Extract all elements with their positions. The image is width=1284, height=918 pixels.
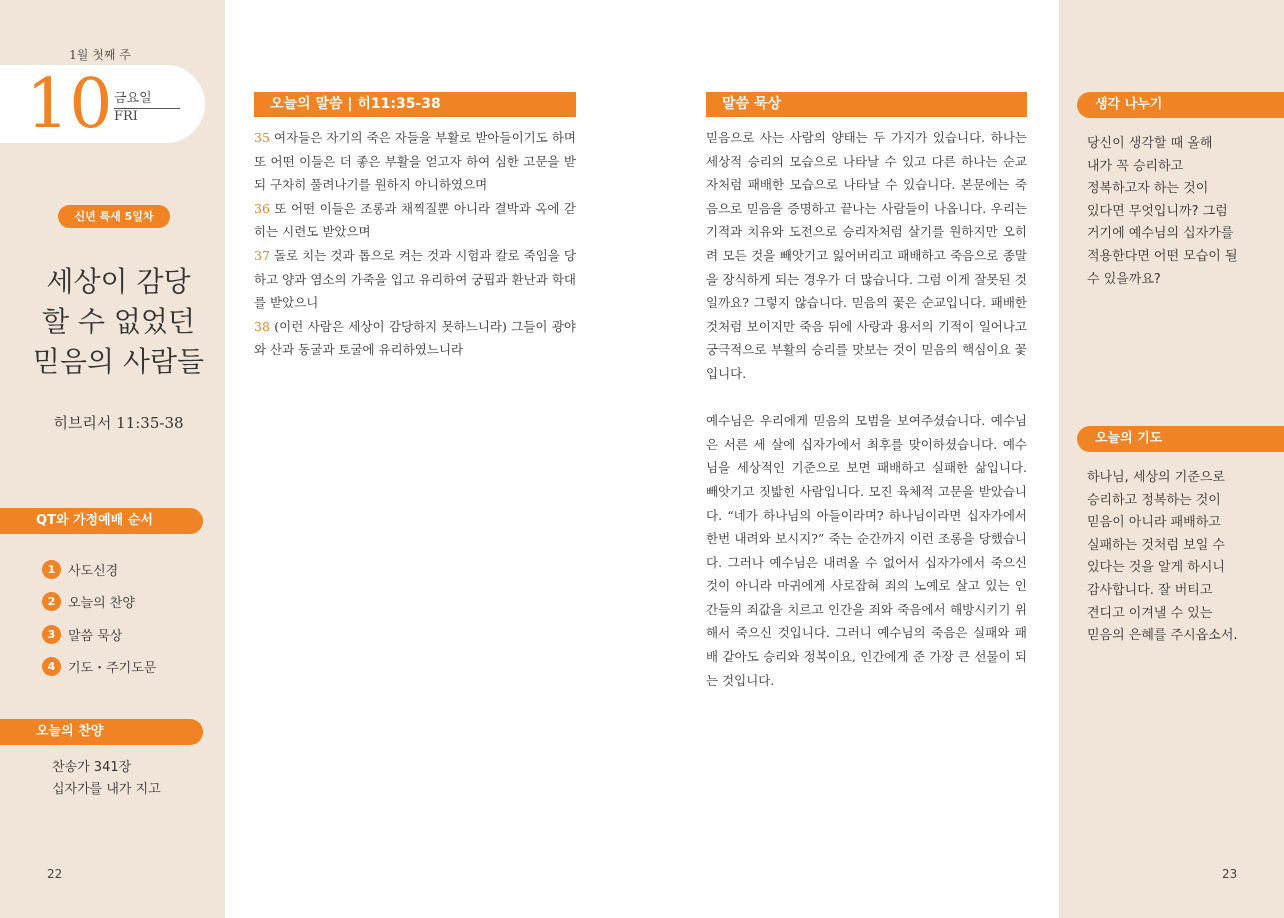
share-line: 거기에 예수님의 십자가를 bbox=[1087, 226, 1234, 242]
order-item-label: 말씀 묵상 bbox=[68, 628, 123, 644]
week-label: 1월 첫째 주 bbox=[69, 48, 131, 62]
title-line: 세상이 감당 bbox=[46, 265, 191, 298]
share-line: 내가 꼭 승리하고 bbox=[1087, 158, 1184, 174]
verse-number: 38 bbox=[254, 318, 270, 334]
number-badge-icon: 4 bbox=[42, 657, 61, 676]
prayer-section-header: 오늘의 기도 bbox=[1077, 426, 1284, 452]
title-line: 믿음의 사람들 bbox=[32, 345, 205, 378]
order-item-label: 사도신경 bbox=[68, 563, 119, 579]
meditation-text bbox=[706, 126, 1027, 692]
share-text bbox=[1087, 133, 1262, 291]
share-line: 수 있을까요? bbox=[1087, 271, 1161, 287]
bible-reference: 히브리서 11:35-38 bbox=[53, 414, 184, 432]
day-english: FRI bbox=[114, 109, 138, 124]
scripture-header: 오늘의 말씀 | 히11:35-38 bbox=[254, 92, 576, 117]
order-list bbox=[42, 553, 156, 683]
share-line: 있다면 무엇입니까? 그럼 bbox=[1087, 203, 1228, 219]
share-section-header: 생각 나누기 bbox=[1077, 92, 1284, 118]
number-badge-icon: 2 bbox=[42, 592, 61, 611]
page-number-right: 23 bbox=[1222, 867, 1238, 881]
number-badge-icon: 1 bbox=[42, 560, 61, 579]
prayer-line: 감사합니다. 잘 버티고 bbox=[1087, 582, 1213, 598]
date-number: 10 bbox=[26, 65, 113, 144]
title-line: 할 수 없었던 bbox=[41, 305, 196, 338]
page-number-left: 22 bbox=[47, 867, 63, 881]
share-line: 정복하고자 하는 것이 bbox=[1087, 181, 1209, 197]
meditation-paragraph: 예수님은 우리에게 믿음의 모범을 보여주셨습니다. 예수님은 서른 세 살에 십자가에서 최후를 맞이하셨습니다. 예수님을 세상적인 기준으로 보면 패배하고 실패한 삶입니다. 빼앗기고 짓밟힌 사람입니다. 모진 육체적 고문을 받았습니다. “네가 하나님의 아들이라며? 하나님이라면 십자가에서 한번 내려와 보시지?” 죽는 순간까지 이런 조롱을 당했습니다. 그러나 예수님은 내려올 수 없어서 십자가에서 죽으신 것이 아니라 마귀에게 사로잡혀 죄의 노예로 살고 있는 인간들의 죄값을 치르고 인간을 죄와 죽음에서 해방시키기 위해서 죽으신 것입니다. 그러니 예수님의 죽음은 실패와 패배 같아도 승리와 정복이요, 인간에게 준 가장 큰 선물이 되는 것입니다. bbox=[706, 413, 1027, 688]
verse-number: 35 bbox=[254, 130, 270, 145]
verse-number: 36 bbox=[254, 200, 270, 216]
verse-text: 또 어떤 이들은 조롱과 채찍질뿐 아니라 결박과 옥에 갇히는 시련도 받았으며 bbox=[254, 200, 576, 240]
hymn-title: 십자가를 내가 지고 bbox=[52, 782, 161, 797]
hymn-section-header: 오늘의 찬양 bbox=[0, 719, 203, 745]
scripture-text bbox=[254, 126, 576, 362]
hymn-info bbox=[52, 757, 161, 801]
verse-text: 돌로 치는 것과 톱으로 켜는 것과 시험과 칼로 죽임을 당하고 양과 염소의 가죽을 입고 유리하여 궁핍과 환난과 학대를 받았으니 bbox=[254, 247, 576, 311]
order-item bbox=[42, 553, 156, 586]
date-box bbox=[0, 65, 205, 143]
order-item bbox=[42, 586, 156, 619]
special-badge: 신년 특새 5일차 bbox=[58, 205, 170, 228]
meditation-paragraph: 믿음으로 사는 사람의 양태는 두 가지가 있습니다. 하나는 세상적 승리의 모습으로 나타날 수 있고 다른 하나는 순교자처럼 패배한 모습으로 나타날 수 있습니다. 본문에는 죽음으로 믿음을 증명하고 끝나는 사람들이 나옵니다. 우리는 기적과 치유와 도전으로 승리자처럼 살기를 원하지만 오히려 모든 것을 빼앗기고 잃어버리고 패배하고 죽음으로 종말을 장식하게 되는 경우가 더 많습니다. 그럼 이게 잘못된 것일까요? 그렇지 않습니다. 믿음의 꽃은 순교입니다. 패배한 것처럼 보이지만 죽음 뒤에 사랑과 용서의 기적이 일어나고 궁극적으로 부활의 승리를 맛보는 것이 믿음의 핵심이요 꽃입니다. bbox=[706, 130, 1027, 381]
order-item bbox=[42, 651, 156, 684]
verse-text: (이런 사람은 세상이 감당하지 못하느니라) 그들이 광야와 산과 동굴과 토굴에 유리하였느니라 bbox=[254, 318, 576, 358]
prayer-line: 견디고 이겨낼 수 있는 bbox=[1087, 605, 1213, 621]
verse-number: 37 bbox=[254, 247, 270, 263]
prayer-text bbox=[1087, 467, 1262, 648]
prayer-line: 믿음이 아니라 패배하고 bbox=[1087, 515, 1221, 531]
meditation-header: 말씀 묵상 bbox=[706, 92, 1027, 117]
order-item-label: 기도・주기도문 bbox=[68, 661, 157, 677]
order-item bbox=[42, 618, 156, 651]
prayer-line: 하나님, 세상의 기준으로 bbox=[1087, 470, 1225, 485]
verse-text: 여자들은 자기의 죽은 자들을 부활로 받아들이기도 하며 또 어떤 이들은 더 좋은 부활을 얻고자 하여 심한 고문을 받되 구차히 풀려나기를 원하지 아니하였으며 bbox=[254, 130, 576, 193]
number-badge-icon: 3 bbox=[42, 625, 61, 644]
share-line: 당신이 생각할 때 올해 bbox=[1087, 136, 1213, 151]
day-korean: 금요일 bbox=[114, 87, 180, 109]
order-section-header: QT와 가정예배 순서 bbox=[0, 508, 203, 534]
prayer-line: 실패하는 것처럼 보일 수 bbox=[1087, 537, 1225, 553]
prayer-line: 믿음의 은혜를 주시옵소서. bbox=[1087, 628, 1238, 644]
page-title bbox=[0, 262, 237, 382]
hymn-number: 찬송가 341장 bbox=[52, 760, 132, 775]
order-item-label: 오늘의 찬양 bbox=[68, 596, 135, 612]
share-line: 적용한다면 어떤 모습이 될 bbox=[1087, 248, 1238, 264]
prayer-line: 있다는 것을 알게 하시니 bbox=[1087, 560, 1225, 576]
prayer-line: 승리하고 정복하는 것이 bbox=[1087, 492, 1221, 508]
